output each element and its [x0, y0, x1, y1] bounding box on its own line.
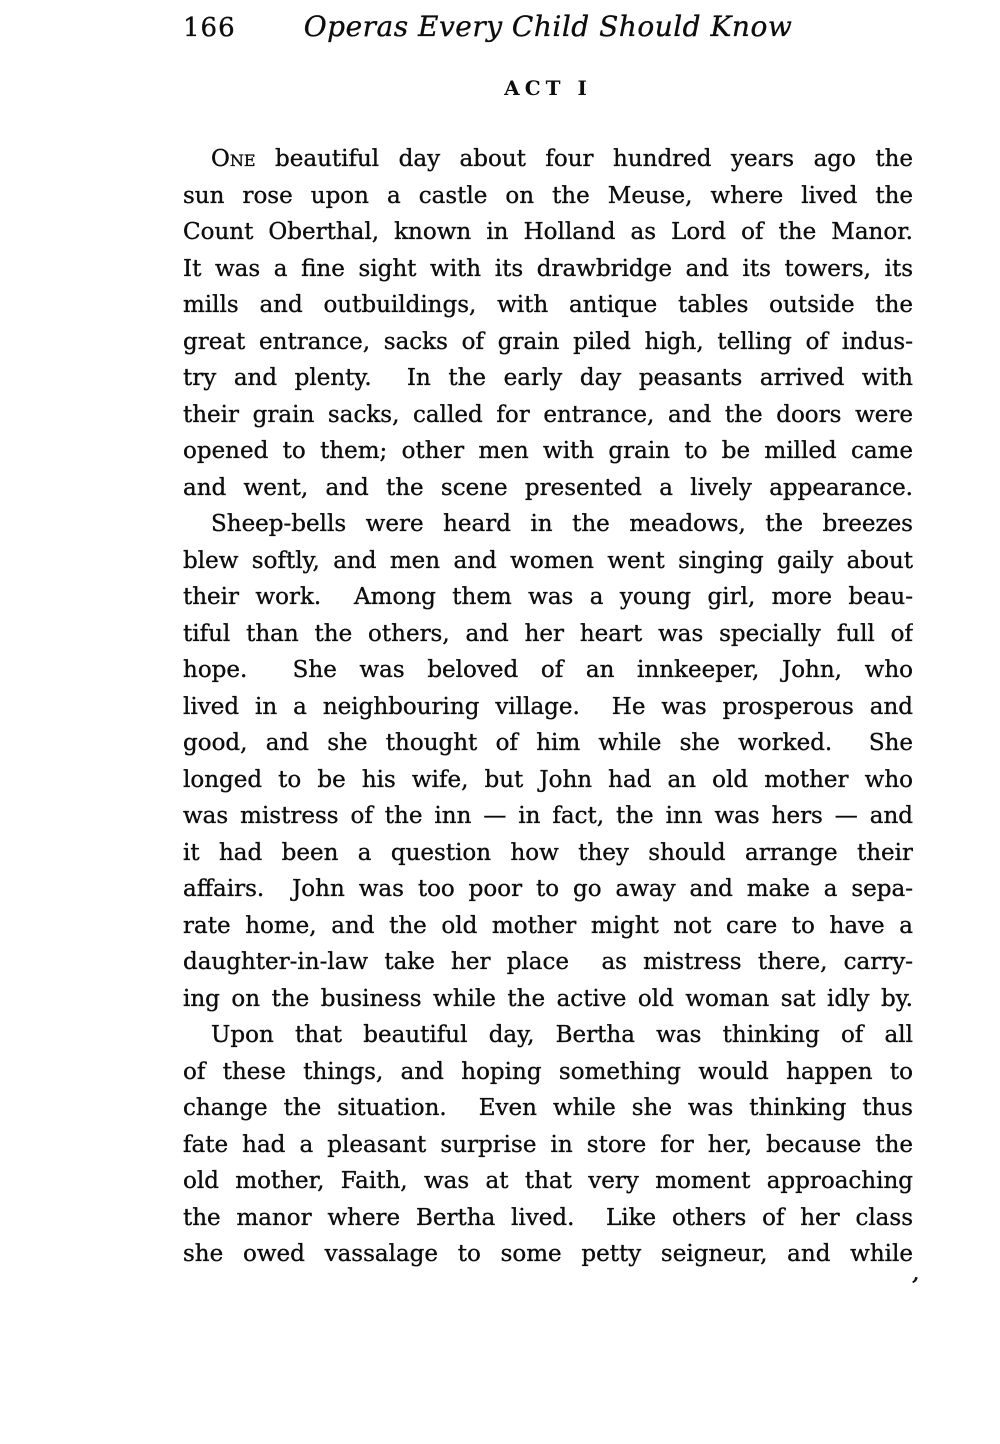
text-line: their work. Among them was a young girl, more beau-: [183, 584, 913, 610]
text-line: lived in a neighbouring village. He was prosperous and: [183, 693, 913, 720]
running-title: Operas Every Child Should Know: [303, 10, 793, 43]
text-line: was mistress of the inn — in fact, the inn was hers — and: [183, 803, 913, 829]
text-line: change the situation. Even while she was thinking thus: [183, 1095, 913, 1121]
act-heading: ACT I: [504, 76, 592, 100]
text-line: Upon that beautiful day, Bertha was thinking of all: [211, 1022, 913, 1048]
paragraph: [183, 1017, 913, 1273]
text-line: their grain sacks, called for entrance, and the doors were: [183, 401, 913, 428]
text-line: Count Oberthal, known in Holland as Lord of the Manor.: [183, 219, 913, 245]
text-line: It was a fine sight with its drawbridge and its towers, its: [183, 255, 913, 282]
text-line: she owed vassalage to some petty seigneur, and while: [183, 1241, 913, 1267]
text-line: sun rose upon a castle on the Meuse, where lived the: [183, 182, 913, 209]
text-line: affairs. John was too poor to go away and make a sepa-: [183, 876, 913, 902]
text-line: blew softly, and men and women went singing gaily about: [183, 547, 913, 574]
text-line: tiful than the others, and her heart was specially full of: [183, 620, 913, 647]
text-line: try and plenty. In the early day peasants arrived with: [183, 365, 913, 391]
text-line: good, and she thought of him while she worked. She: [183, 730, 913, 756]
text-line: Sheep-bells were heard in the meadows, the breezes: [211, 511, 913, 537]
page-number: 166: [183, 13, 236, 43]
text-line: One beautiful day about four hundred years ago the: [211, 146, 913, 172]
text-line: and went, and the scene presented a lively appearance.: [183, 474, 913, 501]
text-line: old mother, Faith, was at that very moment approaching: [183, 1168, 913, 1194]
page-header: [183, 10, 913, 52]
paragraph: [183, 141, 913, 506]
text-line: of these things, and hoping something would happen to: [183, 1058, 913, 1085]
text-line: longed to be his wife, but John had an old mother who: [183, 766, 913, 793]
page-body: [183, 141, 913, 1273]
text-line: great entrance, sacks of grain piled high, telling of indus-: [183, 328, 913, 355]
text-line: daughter-in-law take her place as mistress there, carry-: [183, 949, 913, 975]
scan-artifact-mark: ,: [911, 1257, 923, 1287]
text-line: mills and outbuildings, with antique tables outside the: [183, 292, 913, 318]
text-line: opened to them; other men with grain to be milled came: [183, 438, 913, 464]
text-line: it had been a question how they should arrange their: [183, 839, 913, 866]
text-line: fate had a pleasant surprise in store for her, because the: [183, 1131, 913, 1158]
text-line: ing on the business while the active old woman sat idly by.: [183, 985, 913, 1012]
text-line: rate home, and the old mother might not care to have a: [183, 912, 913, 939]
paragraph: [183, 506, 913, 1017]
text-line: hope. She was beloved of an innkeeper, John, who: [183, 657, 913, 683]
text-line: the manor where Bertha lived. Like others of her class: [183, 1204, 913, 1231]
small-caps-lead: One: [211, 146, 256, 172]
